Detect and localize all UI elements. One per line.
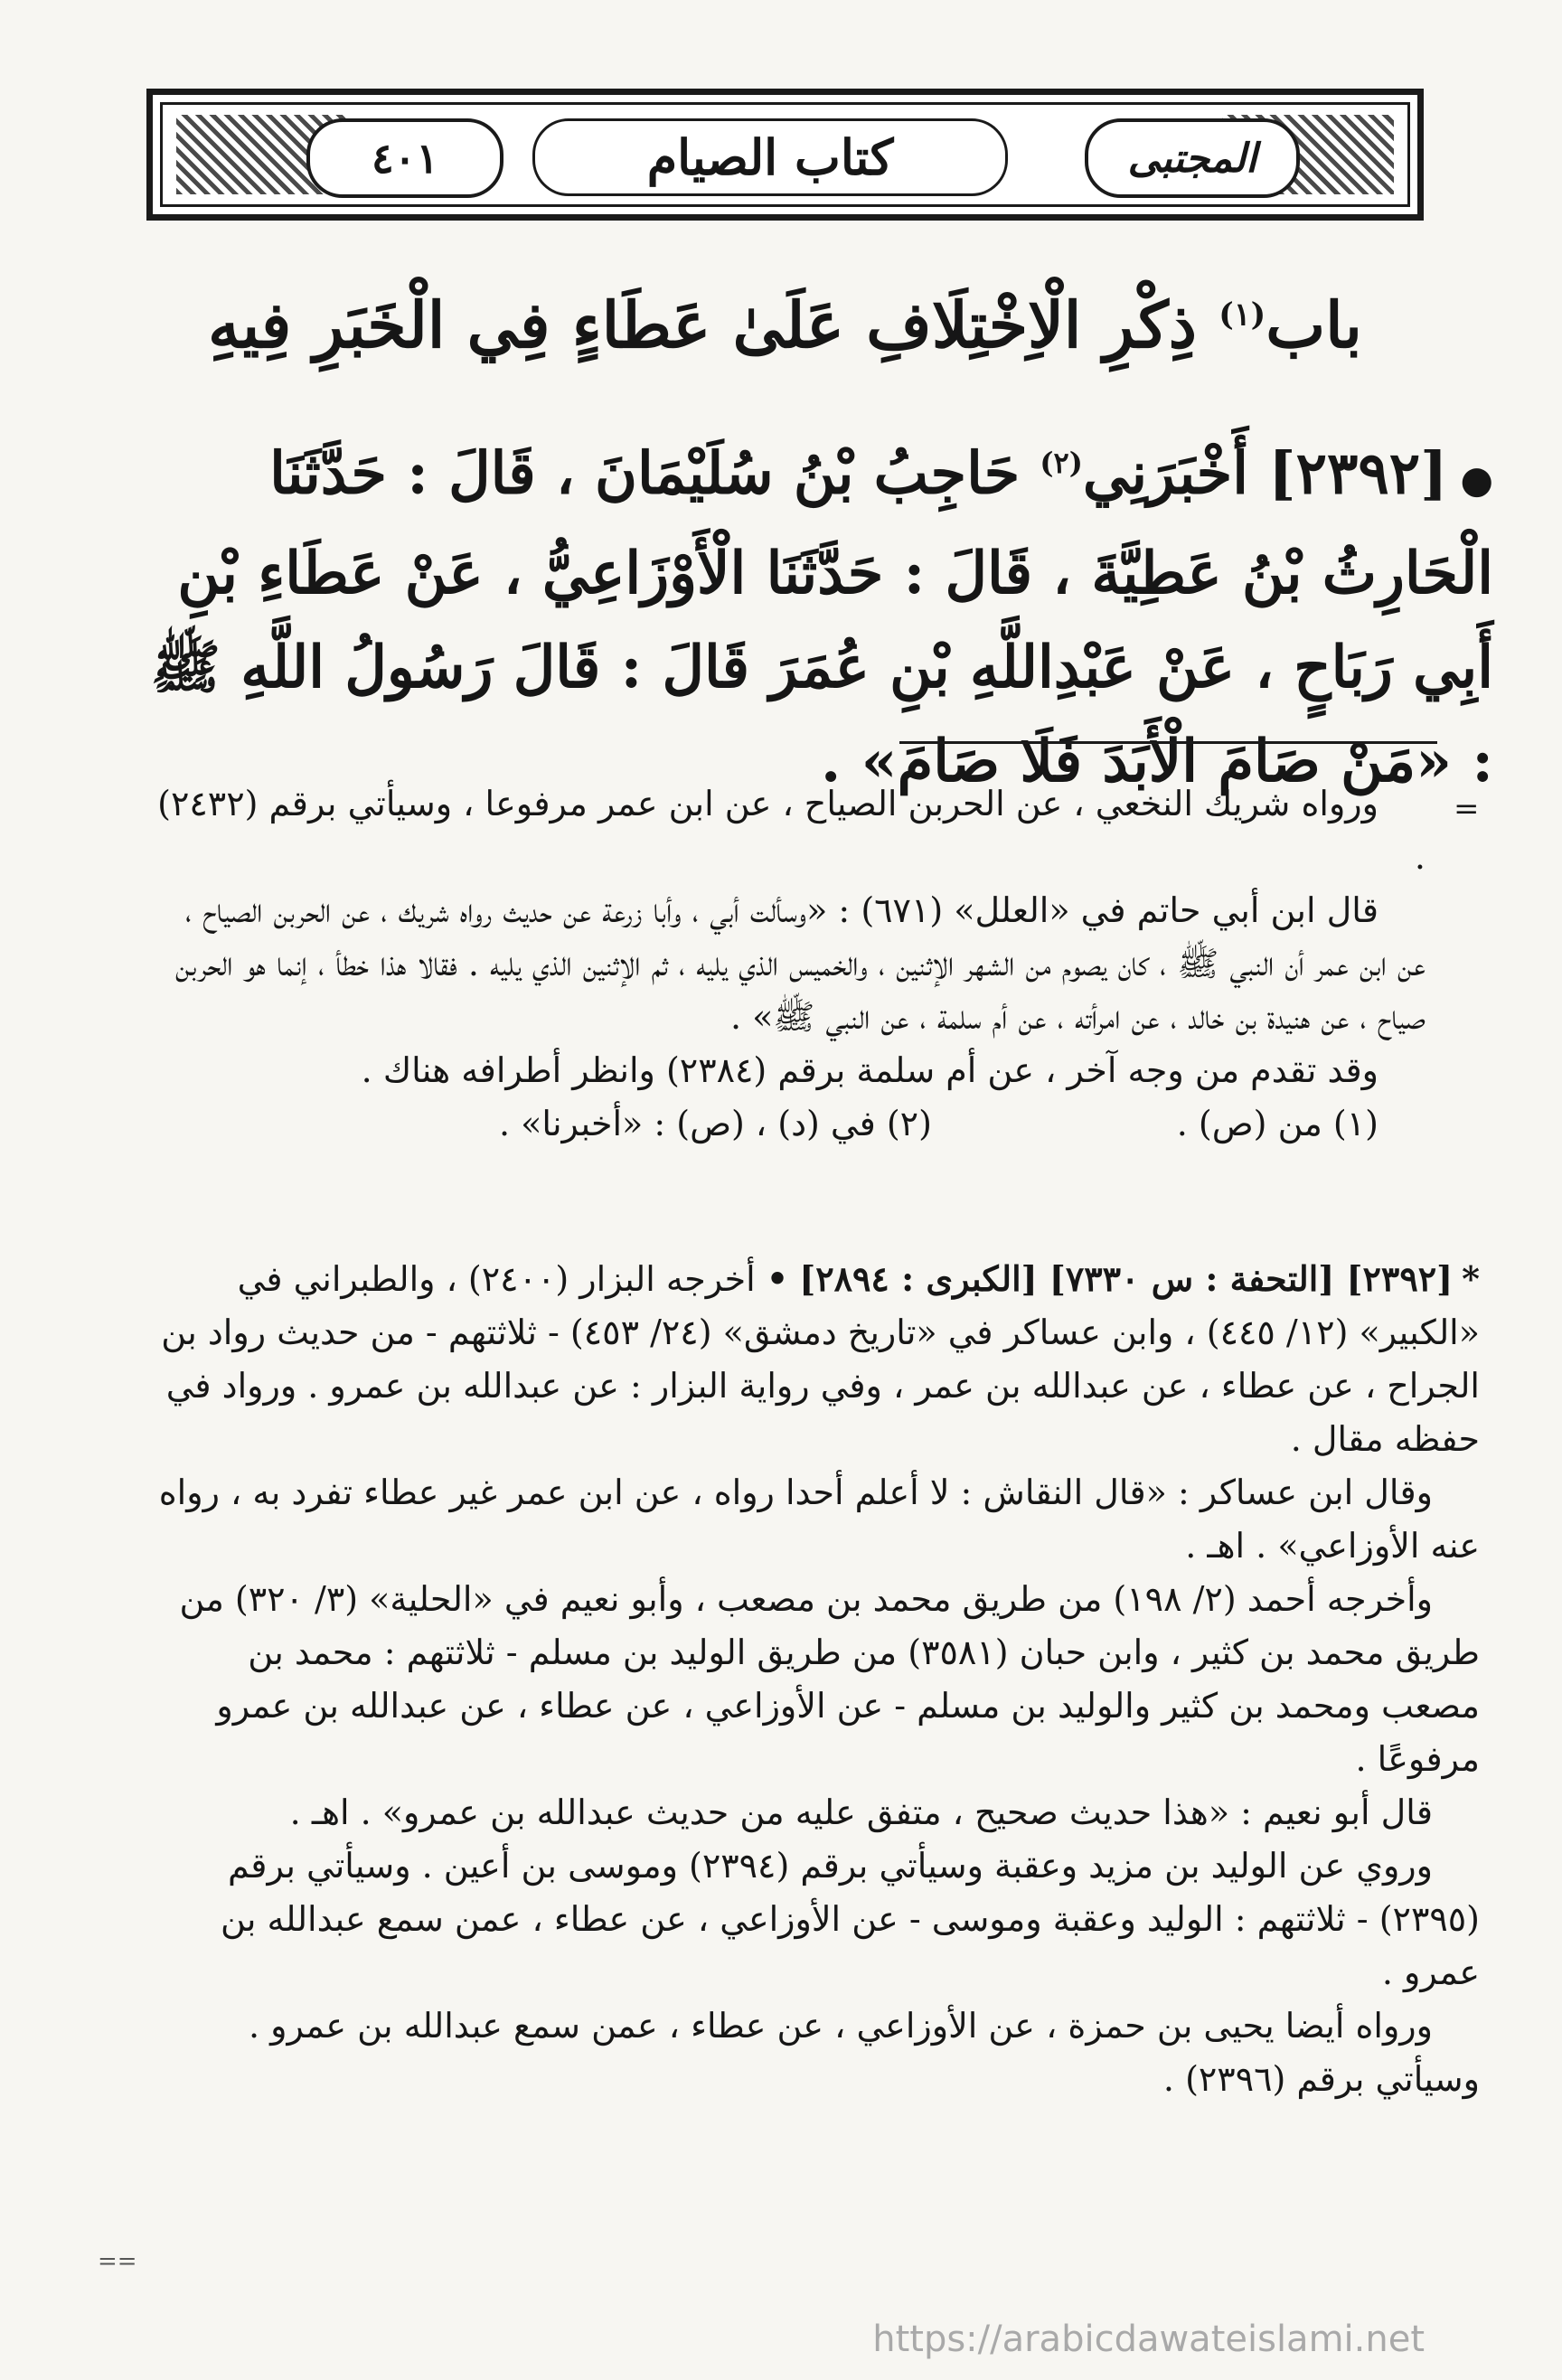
note-paragraph: ورواه شريك النخعي ، عن الحربن الصياح ، عن ابن عمر مرفوعا ، وسيأتي برقم (٢٤٣٢) . [157, 784, 1426, 877]
takhrij-paragraph: وروي عن الوليد بن مزيد وعقبة وسيأتي برقم (٢٣٩٤) وموسى بن أعين . وسيأتي برقم (٢٣٩٥) - ثلاثتهم : الوليد وعقبة وموسى - عن الأوزاعي ، عن عطاء ، عمن سمع عبدالله بن عمرو . [220, 1846, 1480, 1992]
footnotes-row [146, 1097, 1426, 1151]
hadith-body: حَاجِبُ بْنُ سُلَيْمَانَ ، قَالَ : حَدَّثَنَا الْحَارِثُ بْنُ عَطِيَّةَ ، قَالَ : حَدَّثَنَا الْأَوْزَاعِيُّ ، عَنْ عَطَاءِ بْنِ أَبِي رَبَاحٍ ، عَنْ عَبْدِاللَّهِ بْنِ عُمَرَ قَالَ : قَالَ رَسُولُ اللَّهِ ﷺ : «مَنْ صَامَ الْأَبَدَ فَلَا صَامَ» . [150, 439, 1493, 796]
chapter-prefix: باب [1266, 287, 1362, 362]
chapter-footnote-ref: (١) [1219, 296, 1266, 334]
note-paragraph: قال ابن أبي حاتم في «العلل» (٦٧١) : «وسألت أبي ، وأبا زرعة عن حديث رواه شريك ، عن الحربن الصياح ، عن ابن عمر أن النبي ﷺ ، كان يصوم من الشهر الإثنين ، والخميس الذي يليه ، ثم الإثنين الذي يليه . فقالا هذا خطأ ، إنما هو الحربن صياح ، عن هنيدة بن خالد ، عن امرأته ، عن أم سلمة ، عن النبي ﷺ» . [175, 890, 1426, 1037]
hadith-number: [٢٣٩٢] [1268, 439, 1448, 508]
margin-dash: == [98, 2248, 137, 2275]
takhrij-text: أخرجه البزار (٢٤٠٠) ، والطبراني في «الكبير» (١٢/ ٤٤٥) ، وابن عساكر في «تاريخ دمشق» (٢٤/ ٤٥٣) - ثلاثتهم - من حديث رواد بن الجراح ، عن عطاء ، عن عبدالله بن عمر ، وفي رواية البزار : عن عبدالله بن عمرو . ورواد في حفظه مقال . [161, 1259, 1480, 1459]
hadith-footnote-ref: (٢) [1040, 446, 1083, 480]
takhrij-paragraph [146, 1252, 1480, 1466]
takhrij-paragraph: قال أبو نعيم : «هذا حديث صحيح ، متفق عليه من حديث عبدالله بن عمرو» . اهـ . [289, 1792, 1433, 1832]
asterisk-icon: * [1462, 1258, 1480, 1299]
chapter-heading [146, 287, 1424, 363]
takhrij-paragraph: وأخرجه أحمد (٢/ ١٩٨) من طريق محمد بن مصعب ، وأبو نعيم في «الحلية» (٣/ ٣٢٠) من طريق محمد بن كثير ، وابن حبان (٣٥٨١) من طريق الوليد بن مسلم - ثلاثتهم : محمد بن مصعب ومحمد بن كثير والوليد بن مسلم - عن الأوزاعي ، عن عطاء ، عن عبدالله بن عمرو مرفوعًا . [179, 1579, 1480, 1779]
page-header [146, 89, 1424, 221]
brand-logo: المجتبى [1085, 118, 1300, 198]
book-title: كتاب الصيام [532, 118, 1008, 196]
takhrij-paragraph: وقال ابن عساكر : «قال النقاش : لا أعلم أحدا رواه ، عن ابن عمر غير عطاء تفرد به ، رواه عنه الأوزاعي» . اهـ . [158, 1472, 1480, 1566]
bullet-icon: • [766, 1258, 789, 1299]
notes-section [146, 777, 1426, 1151]
footnote-1: (١) من (ص) . [1176, 1104, 1379, 1143]
page-number: ٤٠١ [306, 118, 503, 198]
watermark-url: https://arabicdawateislami.net [872, 2319, 1425, 2360]
margin-dash: = [1454, 791, 1480, 827]
takhrij-refs: [٢٣٩٢] [التحفة : س ٧٣٣٠] [الكبرى : ٢٨٩٤] [799, 1258, 1454, 1299]
footnote-divider [899, 741, 1437, 744]
takhrij-section [146, 1252, 1480, 2106]
note-paragraph: وقد تقدم من وجه آخر ، عن أم سلمة برقم (٢٣٨٤) وانظر أطرافه هناك . [361, 1050, 1379, 1090]
footnote-2: (٢) في (د) ، (ص) : «أخبرنا» . [499, 1104, 932, 1143]
hadith-text [146, 416, 1493, 809]
hadith-lead: أَخْبَرَنِي [1082, 439, 1248, 508]
chapter-title: ذِكْرِ الْاِخْتِلَافِ عَلَىٰ عَطَاءٍ فِي الْخَبَرِ فِيهِ [208, 287, 1197, 362]
takhrij-paragraph: ورواه أيضا يحيى بن حمزة ، عن الأوزاعي ، عن عطاء ، عمن سمع عبدالله بن عمرو . وسيأتي برقم (٢٣٩٦) . [248, 2006, 1480, 2099]
bullet-icon: ● [1460, 457, 1493, 503]
